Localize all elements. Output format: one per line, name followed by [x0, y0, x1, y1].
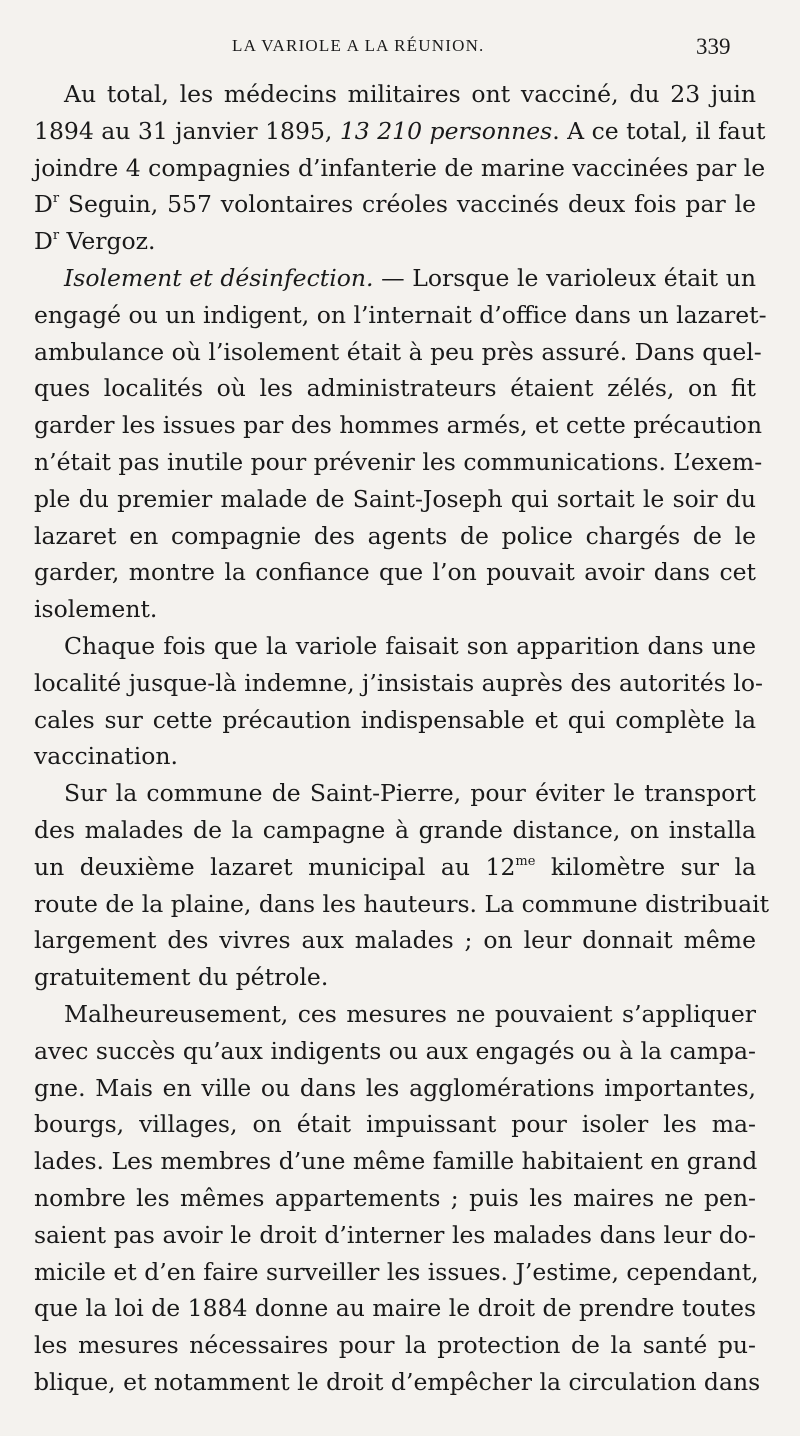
line-text: micile et d’en faire surveiller les issues. J’estime, cependant, — [34, 1257, 759, 1286]
text-line — [34, 370, 756, 407]
line-text: 1894 au 31 janvier 1895, — [34, 116, 340, 145]
text-line — [34, 959, 756, 996]
line-text: vaccination. — [34, 742, 178, 771]
text-line — [34, 1106, 756, 1143]
line-text: Vergoz. — [59, 227, 156, 256]
text-line — [34, 738, 756, 775]
line-text: D — [34, 227, 53, 256]
italic-text: 13 210 personnes — [339, 116, 553, 145]
line-text: ple du premier malade de Saint-Joseph qui sortait le soir du — [34, 484, 756, 513]
text-line — [34, 554, 756, 591]
text-line — [34, 1290, 756, 1327]
text-line — [34, 775, 756, 812]
text-line — [34, 186, 756, 223]
line-text: Au total, les médecins militaires ont vacciné, du 23 juin — [64, 80, 756, 108]
superscript: r — [52, 191, 60, 207]
line-text: gne. Mais en ville ou dans les agglomérations importantes, — [34, 1073, 756, 1102]
text-line — [34, 407, 762, 444]
text-line — [34, 1033, 756, 1070]
text-line — [34, 1143, 756, 1180]
page-number: 339 — [696, 34, 731, 59]
line-text: nombre les mêmes appartements ; puis les maires ne pen- — [34, 1183, 756, 1212]
body-text — [34, 76, 770, 1401]
running-title: LA VARIOLE A LA RÉUNION. — [232, 36, 485, 55]
line-text: Seguin, 557 volontaires créoles vaccinés deux fois par le — [59, 190, 756, 219]
line-text: saient pas avoir le droit d’interner les malades dans leur do- — [34, 1220, 756, 1249]
text-line — [34, 76, 756, 113]
line-text: Malheureusement, ces mesures ne pouvaient s’appliquer — [64, 999, 756, 1028]
line-text: que la loi de 1884 donne au maire le droit de prendre toutes — [34, 1294, 757, 1323]
line-text: . A ce total, il faut — [552, 116, 766, 145]
text-line — [34, 849, 756, 886]
line-text: garder, montre la confiance que l’on pouvait avoir dans cet — [34, 558, 756, 587]
text-line — [34, 591, 756, 628]
text-line — [34, 334, 762, 371]
line-text: ambulance où l’isolement était à peu près assuré. Dans quel- — [34, 337, 762, 366]
text-line — [34, 996, 756, 1033]
line-text: engagé ou un indigent, on l’internait d’office dans un lazaret- — [34, 300, 767, 329]
line-text: gratuitement du pétrole. — [34, 963, 329, 992]
line-text: localité jusque-là indemne, j’insistais auprès des autorités lo- — [34, 668, 763, 697]
line-text: isolement. — [34, 595, 158, 624]
line-text: bourgs, villages, on était impuissant pour isoler les ma- — [34, 1110, 756, 1139]
text-line — [34, 223, 756, 260]
text-line — [34, 1217, 756, 1254]
line-text: des malades de la campagne à grande distance, on installa — [34, 815, 756, 844]
line-text: cales sur cette précaution indispensable et qui complète la — [34, 705, 756, 734]
text-line — [34, 518, 756, 555]
line-text: un deuxième lazaret municipal au 12 — [34, 852, 516, 881]
line-text: garder les issues par des hommes armés, et cette précaution — [34, 411, 762, 440]
text-line — [34, 444, 763, 481]
line-text: — Lorsque le varioleux était un — [373, 263, 756, 292]
superscript: me — [515, 853, 536, 869]
line-text: blique, et notamment le droit d’empêcher la circulation dans — [34, 1367, 761, 1396]
text-line — [34, 1364, 761, 1401]
line-text: lazaret en compagnie des agents de police chargés de le — [34, 521, 756, 550]
italic-text: Isolement et désinfection. — [64, 263, 374, 292]
line-text: D — [34, 190, 53, 219]
line-text: avec succès qu’aux indigents ou aux engagés ou à la campa- — [34, 1036, 756, 1065]
line-text: lades. Les membres d’une même famille habitaient en grand — [34, 1147, 758, 1176]
line-text: joindre 4 compagnies d’infanterie de marine vaccinées par le — [34, 153, 766, 182]
line-text: n’était pas inutile pour prévenir les communications. L’exem- — [34, 447, 763, 476]
line-text: les mesures nécessaires pour la protection de la santé pu- — [34, 1331, 756, 1360]
text-line — [34, 1070, 756, 1107]
text-line — [34, 1254, 759, 1291]
line-text: ques localités où les administrateurs étaient zélés, on fit — [34, 374, 756, 403]
text-line — [34, 702, 756, 739]
running-header — [0, 34, 800, 64]
text-line — [34, 1327, 756, 1364]
text-line — [34, 812, 756, 849]
text-line — [34, 922, 756, 959]
text-line — [34, 886, 770, 923]
text-line — [34, 260, 756, 297]
text-line — [34, 297, 767, 334]
line-text: kilomètre sur la — [535, 852, 756, 881]
text-line — [34, 1180, 756, 1217]
line-text: largement des vivres aux malades ; on leur donnait même — [34, 926, 756, 955]
superscript: r — [52, 228, 60, 244]
line-text: Sur la commune de Saint-Pierre, pour éviter le transport — [64, 779, 756, 808]
text-line — [34, 113, 766, 150]
text-line — [34, 628, 756, 665]
line-text: Chaque fois que la variole faisait son apparition dans une — [64, 631, 756, 660]
line-text: route de la plaine, dans les hauteurs. La commune distribuait — [34, 889, 770, 918]
text-line — [34, 665, 763, 702]
text-line — [34, 150, 766, 187]
text-line — [34, 481, 756, 518]
